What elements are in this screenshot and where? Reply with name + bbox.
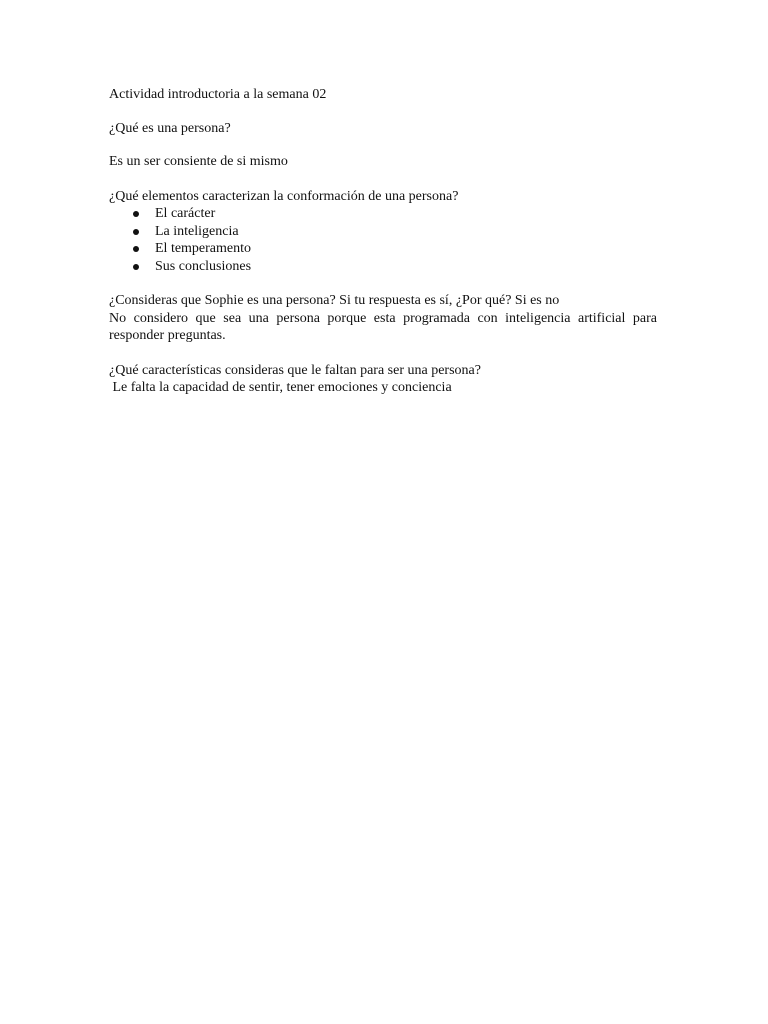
list-item-text: El temperamento (155, 241, 252, 256)
list-item-text: Sus conclusiones (155, 258, 252, 274)
list-item-text: El carácter (155, 206, 216, 221)
question-1: ¿Qué es una persona? (109, 120, 231, 136)
list-item (109, 258, 657, 276)
bullet-icon (133, 246, 139, 252)
question-2: ¿Qué elementos caracterizan la conformación de una persona? (109, 188, 459, 204)
list-item (109, 240, 657, 258)
answer-4: Le falta la capacidad de sentir, tener emociones y conciencia (109, 380, 452, 395)
answer-3: No considero que sea una persona porque esta programada con inteligencia artificial para responder preguntas. (109, 310, 657, 343)
list-item (109, 205, 657, 223)
bullet-icon (133, 229, 139, 235)
document-body (109, 86, 657, 397)
bullet-icon (133, 264, 139, 270)
answer-1: Es un ser consiente de si mismo (109, 154, 288, 169)
list-item (109, 223, 657, 241)
document-title: Actividad introductoria a la semana 02 (109, 87, 327, 102)
list-item-text: La inteligencia (155, 223, 239, 239)
question-3: ¿Consideras que Sophie es una persona? Si tu respuesta es sí, ¿Por qué? Si es no (109, 293, 560, 308)
bullet-icon (133, 211, 139, 217)
answer-2-list (109, 205, 657, 275)
question-4: ¿Qué características consideras que le faltan para ser una persona? (109, 362, 481, 378)
